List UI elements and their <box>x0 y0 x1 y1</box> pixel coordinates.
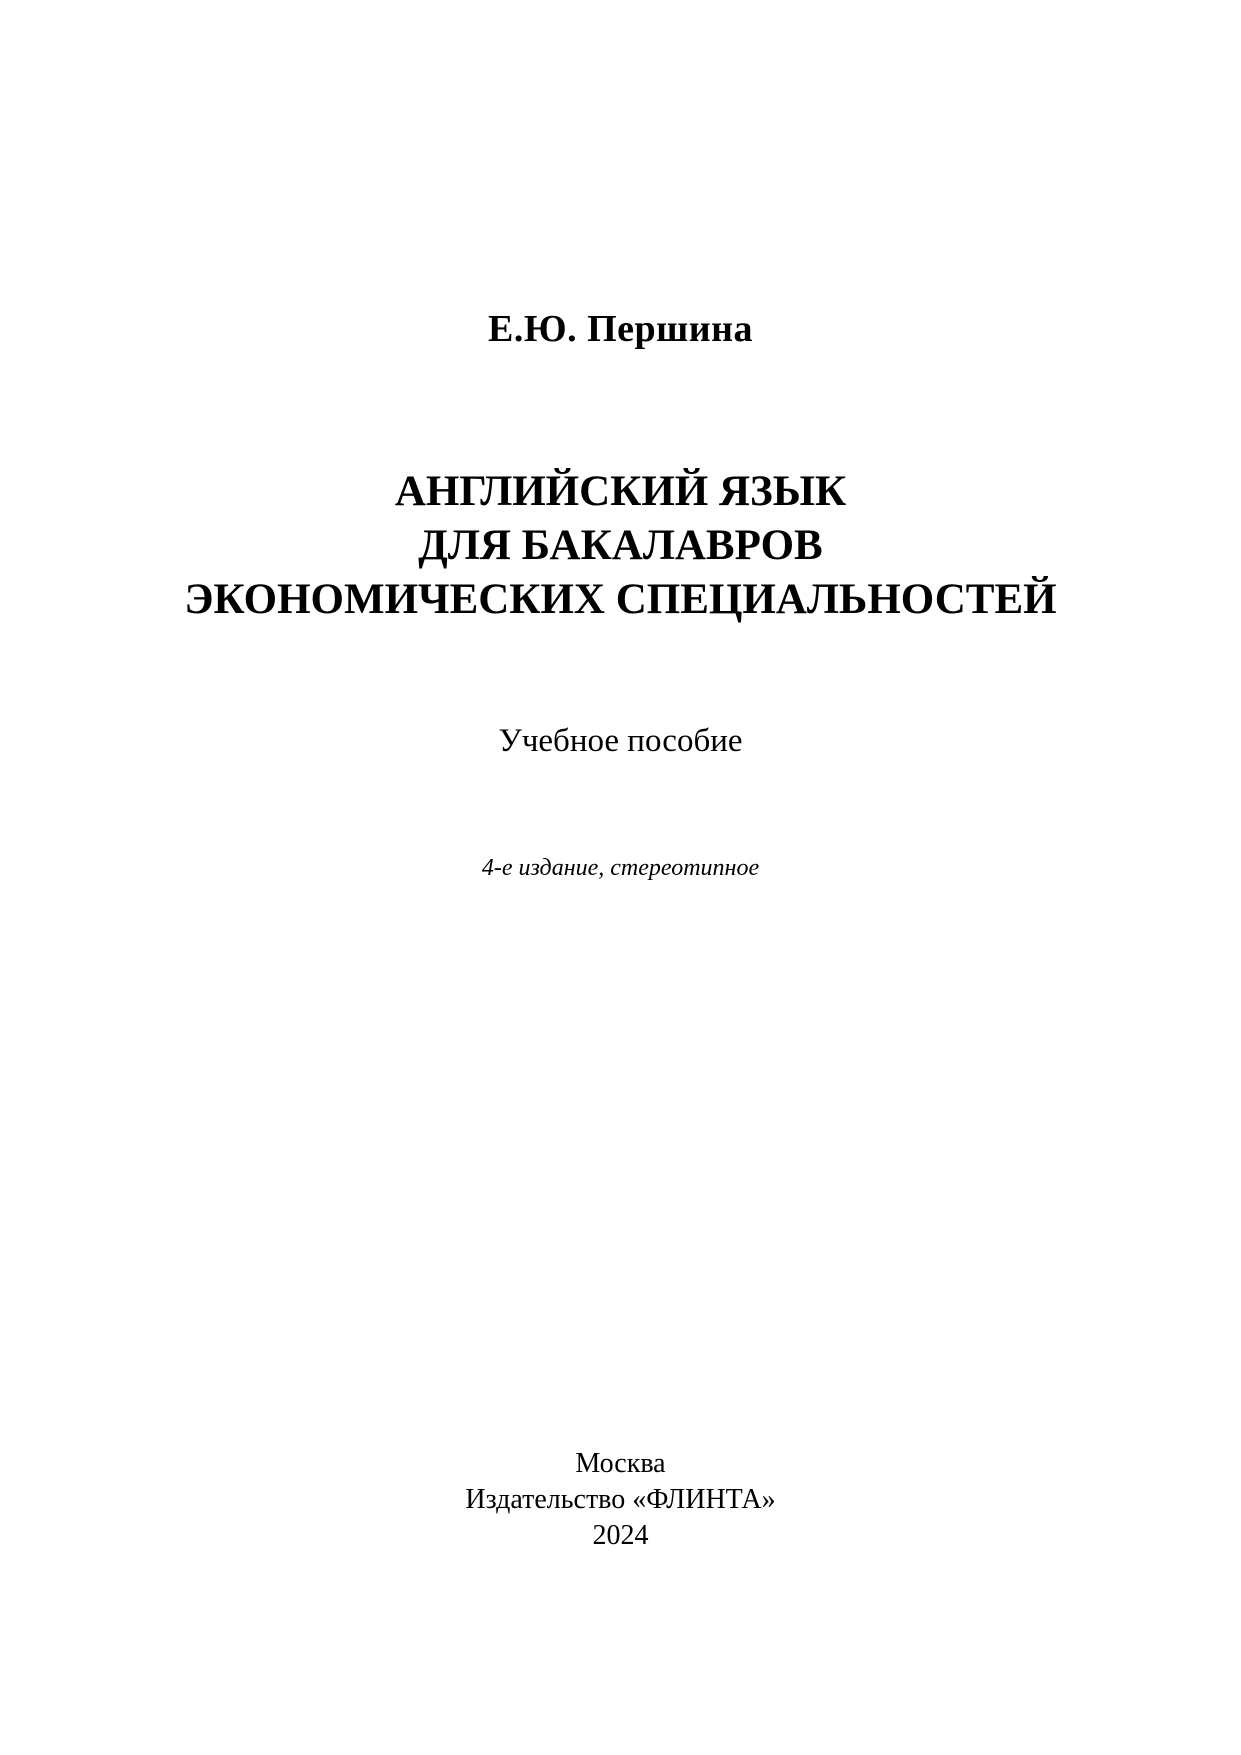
imprint-publisher: Издательство «ФЛИНТА» <box>465 1484 776 1515</box>
book-title-line: АНГЛИЙСКИЙ ЯЗЫК <box>394 468 847 515</box>
imprint-city: Москва <box>575 1448 666 1479</box>
author-name: Е.Ю. Першина <box>487 308 754 350</box>
edition-note: 4-е издание, стереотипное <box>481 855 760 881</box>
book-title-line: ЭКОНОМИЧЕСКИХ СПЕЦИАЛЬНОСТЕЙ <box>184 576 1057 623</box>
imprint-year: 2024 <box>592 1520 649 1551</box>
book-type: Учебное пособие <box>498 723 743 759</box>
book-title-line: ДЛЯ БАКАЛАВРОВ <box>418 522 823 569</box>
